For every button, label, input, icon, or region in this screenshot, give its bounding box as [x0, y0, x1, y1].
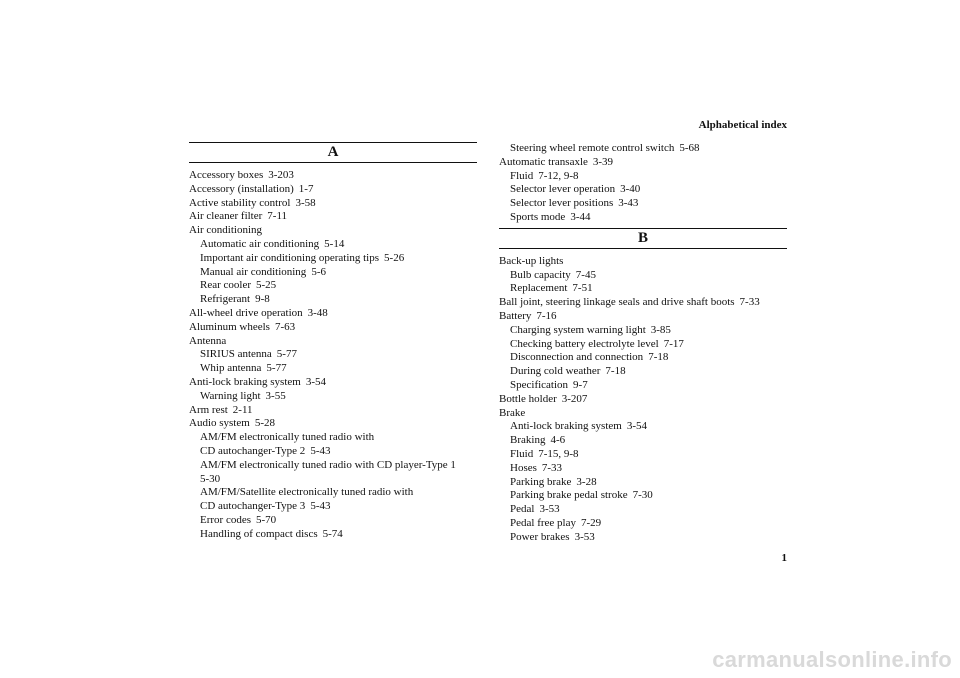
index-subentry — [189, 293, 477, 307]
entry-page-ref: 4-6 — [550, 434, 566, 447]
index-entry — [499, 255, 787, 269]
entry-text: Fluid — [510, 169, 534, 182]
entry-text: All-wheel drive operation — [189, 306, 303, 319]
entry-page-ref: 3-40 — [620, 183, 641, 196]
entry-text: 5-30 — [200, 472, 221, 485]
index-subentry — [189, 431, 477, 445]
running-header: Alphabetical index — [698, 119, 787, 131]
entry-text: Selector lever positions — [510, 197, 614, 210]
entry-page-ref: 5-68 — [679, 142, 700, 154]
index-entry — [189, 404, 477, 418]
entry-page-ref: 3-53 — [574, 530, 595, 543]
index-entry — [189, 376, 477, 390]
entry-page-ref: 3-203 — [268, 169, 294, 181]
index-subentry — [499, 142, 787, 156]
entry-text: Anti-lock braking system — [510, 420, 622, 433]
index-entry — [499, 407, 787, 421]
entry-page-ref: 7-15, 9-8 — [538, 447, 579, 460]
entry-page-ref: 5-26 — [384, 251, 405, 264]
entry-text: Important air conditioning operating tips — [200, 251, 380, 264]
entry-page-ref: 3-58 — [295, 196, 316, 209]
index-subentry — [189, 390, 477, 404]
entry-page-ref: 5-70 — [256, 513, 277, 526]
entry-page-ref: 3-207 — [561, 392, 588, 405]
entry-text: Ball joint, steering linkage seals and drive shaft boots — [499, 296, 735, 309]
entry-text: Parking brake pedal stroke — [510, 489, 628, 502]
entry-page-ref: 7-17 — [663, 337, 684, 350]
entry-page-ref: 7-63 — [274, 320, 296, 333]
entry-text: Aluminum wheels — [189, 320, 270, 333]
index-entry — [189, 321, 477, 335]
index-entry — [189, 335, 477, 349]
entry-text: Charging system warning light — [510, 323, 646, 336]
index-column-right — [499, 142, 787, 545]
entry-text: Battery — [499, 309, 532, 322]
index-subentry — [189, 252, 477, 266]
index-subentry — [189, 473, 477, 487]
index-entry — [189, 224, 477, 238]
entry-text: Error codes — [200, 513, 252, 526]
entry-page-ref: 9-7 — [573, 378, 588, 391]
entry-text: Back-up lights — [499, 254, 564, 267]
entry-text: Hoses — [510, 461, 537, 474]
entry-list-b — [499, 255, 787, 545]
entry-page-ref: 7-18 — [605, 365, 626, 378]
entry-page-ref: 3-54 — [305, 375, 326, 388]
index-subentry — [499, 211, 787, 225]
entry-page-ref: 3-54 — [626, 420, 647, 433]
index-subentry — [189, 528, 477, 542]
entry-text: Power brakes — [510, 530, 570, 543]
entry-text: Specification — [510, 378, 569, 391]
entry-text: Rear cooler — [200, 279, 251, 292]
entry-text: CD autochanger-Type 3 — [200, 500, 306, 513]
index-subentry — [189, 279, 477, 293]
index-subentry — [499, 489, 787, 503]
index-subentry — [499, 197, 787, 211]
entry-page-ref: 9-8 — [255, 293, 270, 306]
entry-page-ref: 3-43 — [618, 197, 639, 210]
entry-text: Selector lever operation — [510, 183, 616, 196]
index-entry — [189, 183, 477, 197]
entry-page-ref: 3-44 — [570, 210, 591, 223]
entry-text: Steering wheel remote control switch — [510, 142, 675, 154]
index-subentry — [189, 348, 477, 362]
entry-page-ref: 5-43 — [310, 500, 331, 513]
entry-text: AM/FM electronically tuned radio with CD player-Type 1 — [200, 458, 456, 471]
entry-page-ref: 5-43 — [310, 444, 331, 457]
entry-page-ref: 5-77 — [276, 348, 297, 361]
index-entry — [499, 310, 787, 324]
entry-text: Air conditioning — [189, 224, 263, 237]
index-subentry — [499, 462, 787, 476]
entry-text: Brake — [499, 406, 526, 419]
index-subentry — [499, 420, 787, 434]
entry-text: During cold weather — [510, 365, 601, 378]
index-subentry — [189, 362, 477, 376]
index-entry — [189, 417, 477, 431]
entry-page-ref: 2-11 — [232, 403, 253, 416]
index-subentry — [189, 514, 477, 528]
entry-page-ref: 3-48 — [307, 306, 328, 319]
entry-page-ref: 3-28 — [576, 475, 597, 488]
index-entry — [189, 197, 477, 211]
entry-page-ref: 7-12, 9-8 — [538, 169, 579, 182]
entry-text: Handling of compact discs — [200, 527, 318, 540]
entry-text: Arm rest — [189, 403, 228, 416]
index-subentry — [499, 351, 787, 365]
index-subentry — [189, 445, 477, 459]
entry-page-ref: 3-53 — [539, 503, 560, 516]
index-subentry — [189, 459, 477, 473]
index-entry — [189, 210, 477, 224]
index-subentry — [189, 500, 477, 514]
entry-page-ref: 7-30 — [632, 489, 653, 502]
entry-text: CD autochanger-Type 2 — [200, 444, 306, 457]
entry-page-ref: 3-85 — [650, 323, 671, 336]
entry-text: Refrigerant — [200, 293, 251, 306]
index-subentry — [499, 476, 787, 490]
index-subentry — [499, 448, 787, 462]
index-subentry — [189, 266, 477, 280]
index-subentry — [499, 338, 787, 352]
entry-text: Disconnection and connection — [510, 351, 644, 364]
entry-text: Pedal free play — [510, 516, 576, 529]
entry-page-ref: 7-29 — [580, 516, 602, 529]
index-entry — [499, 296, 787, 310]
entry-text: Automatic air conditioning — [200, 237, 320, 250]
index-entry — [189, 307, 477, 321]
index-subentry — [499, 269, 787, 283]
index-subentry — [499, 517, 787, 531]
entry-text: AM/FM electronically tuned radio with — [200, 431, 375, 444]
entry-text: Air cleaner filter — [189, 210, 263, 223]
entry-page-ref: 5-25 — [256, 279, 277, 292]
index-subentry — [189, 486, 477, 500]
entry-text: Parking brake — [510, 475, 572, 488]
entry-page-ref: 5-14 — [324, 237, 345, 250]
entry-list-a-continued — [499, 142, 787, 225]
entry-page-ref: 5-77 — [266, 362, 287, 375]
entry-page-ref: 5-74 — [322, 527, 343, 540]
index-subentry — [189, 238, 477, 252]
entry-text: Audio system — [189, 417, 250, 430]
index-subentry — [499, 531, 787, 545]
entry-text: Manual air conditioning — [200, 265, 307, 278]
index-entry — [189, 169, 477, 183]
entry-page-ref: 7-33 — [541, 461, 563, 474]
entry-text: Replacement — [510, 282, 568, 295]
entry-text: Sports mode — [510, 210, 566, 223]
entry-list-a — [189, 169, 477, 542]
index-subentry — [499, 365, 787, 379]
page-number: 1 — [781, 552, 787, 564]
index-column-left — [189, 142, 477, 542]
index-subentry — [499, 170, 787, 184]
entry-text: Accessory (installation) — [189, 182, 294, 195]
entry-page-ref: 7-16 — [536, 309, 557, 322]
entry-page-ref: 1-7 — [298, 182, 314, 195]
entry-page-ref: 5-6 — [311, 265, 326, 278]
entry-page-ref: 3-39 — [592, 155, 614, 168]
index-entry — [499, 156, 787, 170]
entry-text: Warning light — [200, 389, 261, 402]
section-letter-b: B — [499, 228, 787, 249]
entry-page-ref: 7-11 — [267, 210, 288, 223]
watermark[interactable]: carmanualsonline.info — [712, 647, 952, 672]
entry-page-ref: 5-28 — [254, 417, 275, 430]
entry-page-ref: 3-55 — [265, 389, 286, 402]
entry-text: Pedal — [510, 503, 535, 516]
entry-page-ref: 7-45 — [575, 268, 596, 281]
index-subentry — [499, 183, 787, 197]
entry-page-ref: 7-18 — [648, 351, 669, 364]
entry-text: Checking battery electrolyte level — [510, 337, 659, 350]
entry-text: Antenna — [189, 334, 227, 347]
entry-text: Accessory boxes — [189, 169, 264, 181]
entry-text: Bottle holder — [499, 392, 557, 405]
entry-text: Anti-lock braking system — [189, 375, 301, 388]
entry-text: Bulb capacity — [510, 268, 571, 281]
entry-page-ref: 7-33 — [739, 296, 760, 309]
entry-text: Active stability control — [189, 196, 291, 209]
entry-text: AM/FM/Satellite electronically tuned radio with — [200, 486, 414, 499]
section-letter-a: A — [189, 142, 477, 163]
index-subentry — [499, 503, 787, 517]
entry-text: Fluid — [510, 447, 534, 460]
entry-text: Whip antenna — [200, 362, 262, 375]
index-subentry — [499, 282, 787, 296]
index-entry — [499, 393, 787, 407]
entry-text: Braking — [510, 434, 546, 447]
entry-page-ref: 7-51 — [572, 282, 593, 295]
index-subentry — [499, 379, 787, 393]
entry-text: Automatic transaxle — [499, 155, 588, 168]
index-subentry — [499, 434, 787, 448]
entry-text: SIRIUS antenna — [200, 348, 272, 361]
index-subentry — [499, 324, 787, 338]
